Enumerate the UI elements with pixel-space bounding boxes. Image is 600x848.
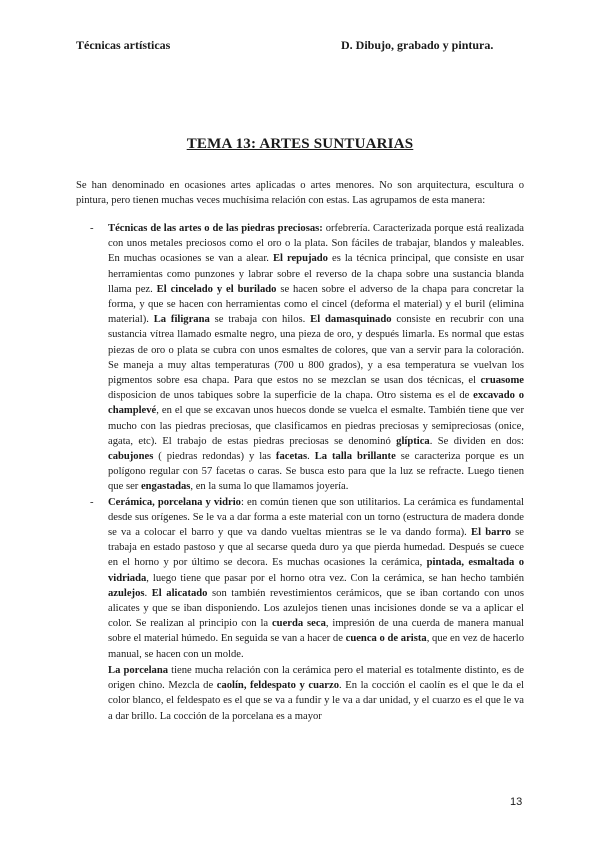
item-text bbox=[108, 221, 524, 495]
text-run: se caracteriza porque es un polígono regular con 57 facetas o caras. Se busca esto para que la luz se refracte. Luego tienen que ser bbox=[108, 451, 525, 493]
text-run: se trabaja en estado pastoso y que al secarse queda duro ya que pierda humedad. Después se cuece en el horno y por último se decora. Es muchas ocasiones la cerámica, bbox=[108, 527, 525, 569]
text-run: . bbox=[307, 451, 315, 463]
bold-term: facetas bbox=[275, 451, 308, 463]
text-run: se hacen sobre el adverso de la chapa para concretar la forma, y que se hacen con herramientas como el cincel (deforma el material) y el buril (elimina material). bbox=[108, 283, 524, 326]
item-text bbox=[108, 495, 524, 662]
bold-term: glíptica bbox=[396, 435, 430, 447]
bold-term: El barro bbox=[471, 527, 511, 539]
header-right: D. Dibujo, grabado y pintura. bbox=[341, 38, 494, 52]
bullet-marker: - bbox=[90, 223, 94, 234]
item-continuation-text bbox=[108, 663, 524, 724]
text-run: . Se dividen en dos: bbox=[429, 435, 524, 447]
header-left: Técnicas artísticas bbox=[76, 38, 171, 52]
text-run: se trabaja con hilos. bbox=[209, 314, 311, 326]
bullet-list bbox=[76, 221, 524, 724]
bold-term: Técnicas de las artes o de las piedras preciosas: bbox=[108, 223, 323, 234]
bold-term: pintada, esmaltada o vidriada bbox=[108, 557, 524, 584]
text-run: , en la suma lo que llamamos joyería. bbox=[190, 481, 349, 493]
text-run: ( piedras redondas) y las bbox=[153, 451, 276, 463]
bold-term: engastadas bbox=[140, 481, 191, 493]
bold-term: cabujones bbox=[108, 451, 154, 463]
list-item-ceramica bbox=[76, 495, 524, 724]
text-run: . En la cocción el caolín es el que le da el color blanco, el feldespato es el que se va a fundir y le va a dar unidad, y el cuarzo es el que le va a dar brillo. La cocción de la porcelana es a mayor bbox=[108, 680, 524, 722]
intro-paragraph: Se han denominado en ocasiones artes aplicadas o artes menores. No son arquitectura, escultura o pintura, pero tienen muchas veces muchísima relación con estas. Las agrupamos de esta manera: bbox=[76, 180, 524, 207]
text-run: , impresión de una cuerda de manera manual sobre el material húmedo. En seguida se van a hacer de bbox=[108, 618, 524, 645]
bold-term: caolín, feldespato y cuarzo bbox=[216, 680, 340, 692]
text-run: , que en vez de hacerlo manual, se hacen con un molde. bbox=[108, 633, 524, 660]
bold-term: El alicatado bbox=[151, 587, 208, 599]
bold-term: Cerámica, porcelana y vidrio bbox=[108, 496, 241, 508]
bold-term: La porcelana bbox=[108, 664, 169, 676]
text-run: tiene mucha relación con la cerámica pero el material es totalmente distinto, es de origen chino. Mezcla de bbox=[108, 664, 524, 692]
text-run: , luego tiene que pasar por el horno otra vez. Con la cerámica, se han hecho también bbox=[146, 572, 524, 584]
page-title: TEMA 13: ARTES SUNTUARIAS bbox=[186, 136, 414, 152]
bullet-marker: - bbox=[90, 496, 94, 508]
bold-term: El cincelado y el burilado bbox=[156, 283, 277, 295]
text-run: : en común tienen que son utilitarios. La cerámica es fundamental desde sus orígenes. Se le va a dar forma a este material con un torno (estructura de madera donde se va a colocar el barro y que va dando vueltas mientras se le va dando forma). bbox=[108, 496, 524, 539]
bold-term: azulejos bbox=[108, 587, 145, 599]
bold-term: El repujado bbox=[272, 253, 328, 265]
bold-term: La filigrana bbox=[153, 314, 210, 326]
text-run: es la técnica principal, que consiste en usar herramientas como punzones y labrar sobre el reverso de la chapa sobre una sustancia blanda llama pez. bbox=[108, 253, 524, 295]
bold-term: El damasquinado bbox=[310, 314, 392, 326]
text-run: , en el que se excavan unos huecos donde se vuelca el esmalte. También tiene que ver mucho con las piedras preciosas, que clasificamos en piedras preciosas y semipreciosas (onice, agata, etc). El trabajo de estas piedras preciosas se denominó bbox=[108, 405, 524, 447]
bold-term: excavado o champlevé bbox=[108, 390, 524, 417]
bold-term: cruasome bbox=[480, 375, 524, 387]
bold-term: cuenca o de arista bbox=[345, 633, 427, 645]
text-run: orfebrería. Caracterizada porque está realizada con unos metales preciosos como el oro o la plata. Son fáciles de trabajar, blandos y maleables. En muchas ocasiones se van a alear. bbox=[108, 223, 524, 265]
text-run: disposicion de unos tabiques sobre la superficie de la chapa. Otro sistema es el de bbox=[108, 390, 474, 402]
text-run: . bbox=[144, 587, 152, 599]
text-run: son también revestimientos cerámicos, que se iban cortando con unos alicates y que se iban disponiendo. Los azulejos tienen unas incisiones donde se va a aplicar el color. Se realizan al principio con la bbox=[108, 587, 524, 630]
bold-term: La talla brillante bbox=[314, 451, 396, 463]
page-number: 13 bbox=[510, 796, 523, 808]
bold-term: cuerda seca bbox=[271, 618, 326, 630]
text-run: consiste en recubrir con una sustancia vítrea llamado esmalte negro, una pieza de oro, y después limarla. Es normal que estas piezas de oro o plata se cubra con unos esmaltes de colores, que van a servir para la coloración. Se maneja a muy altas temperaturas (700 u 800 grados), y a esa temperatura se vuelvan los pigmentos sobre esa chapa. Para que estos no se mezclan se usan dos técnicas, el bbox=[108, 314, 524, 387]
list-item-artes-piedras bbox=[76, 221, 524, 495]
